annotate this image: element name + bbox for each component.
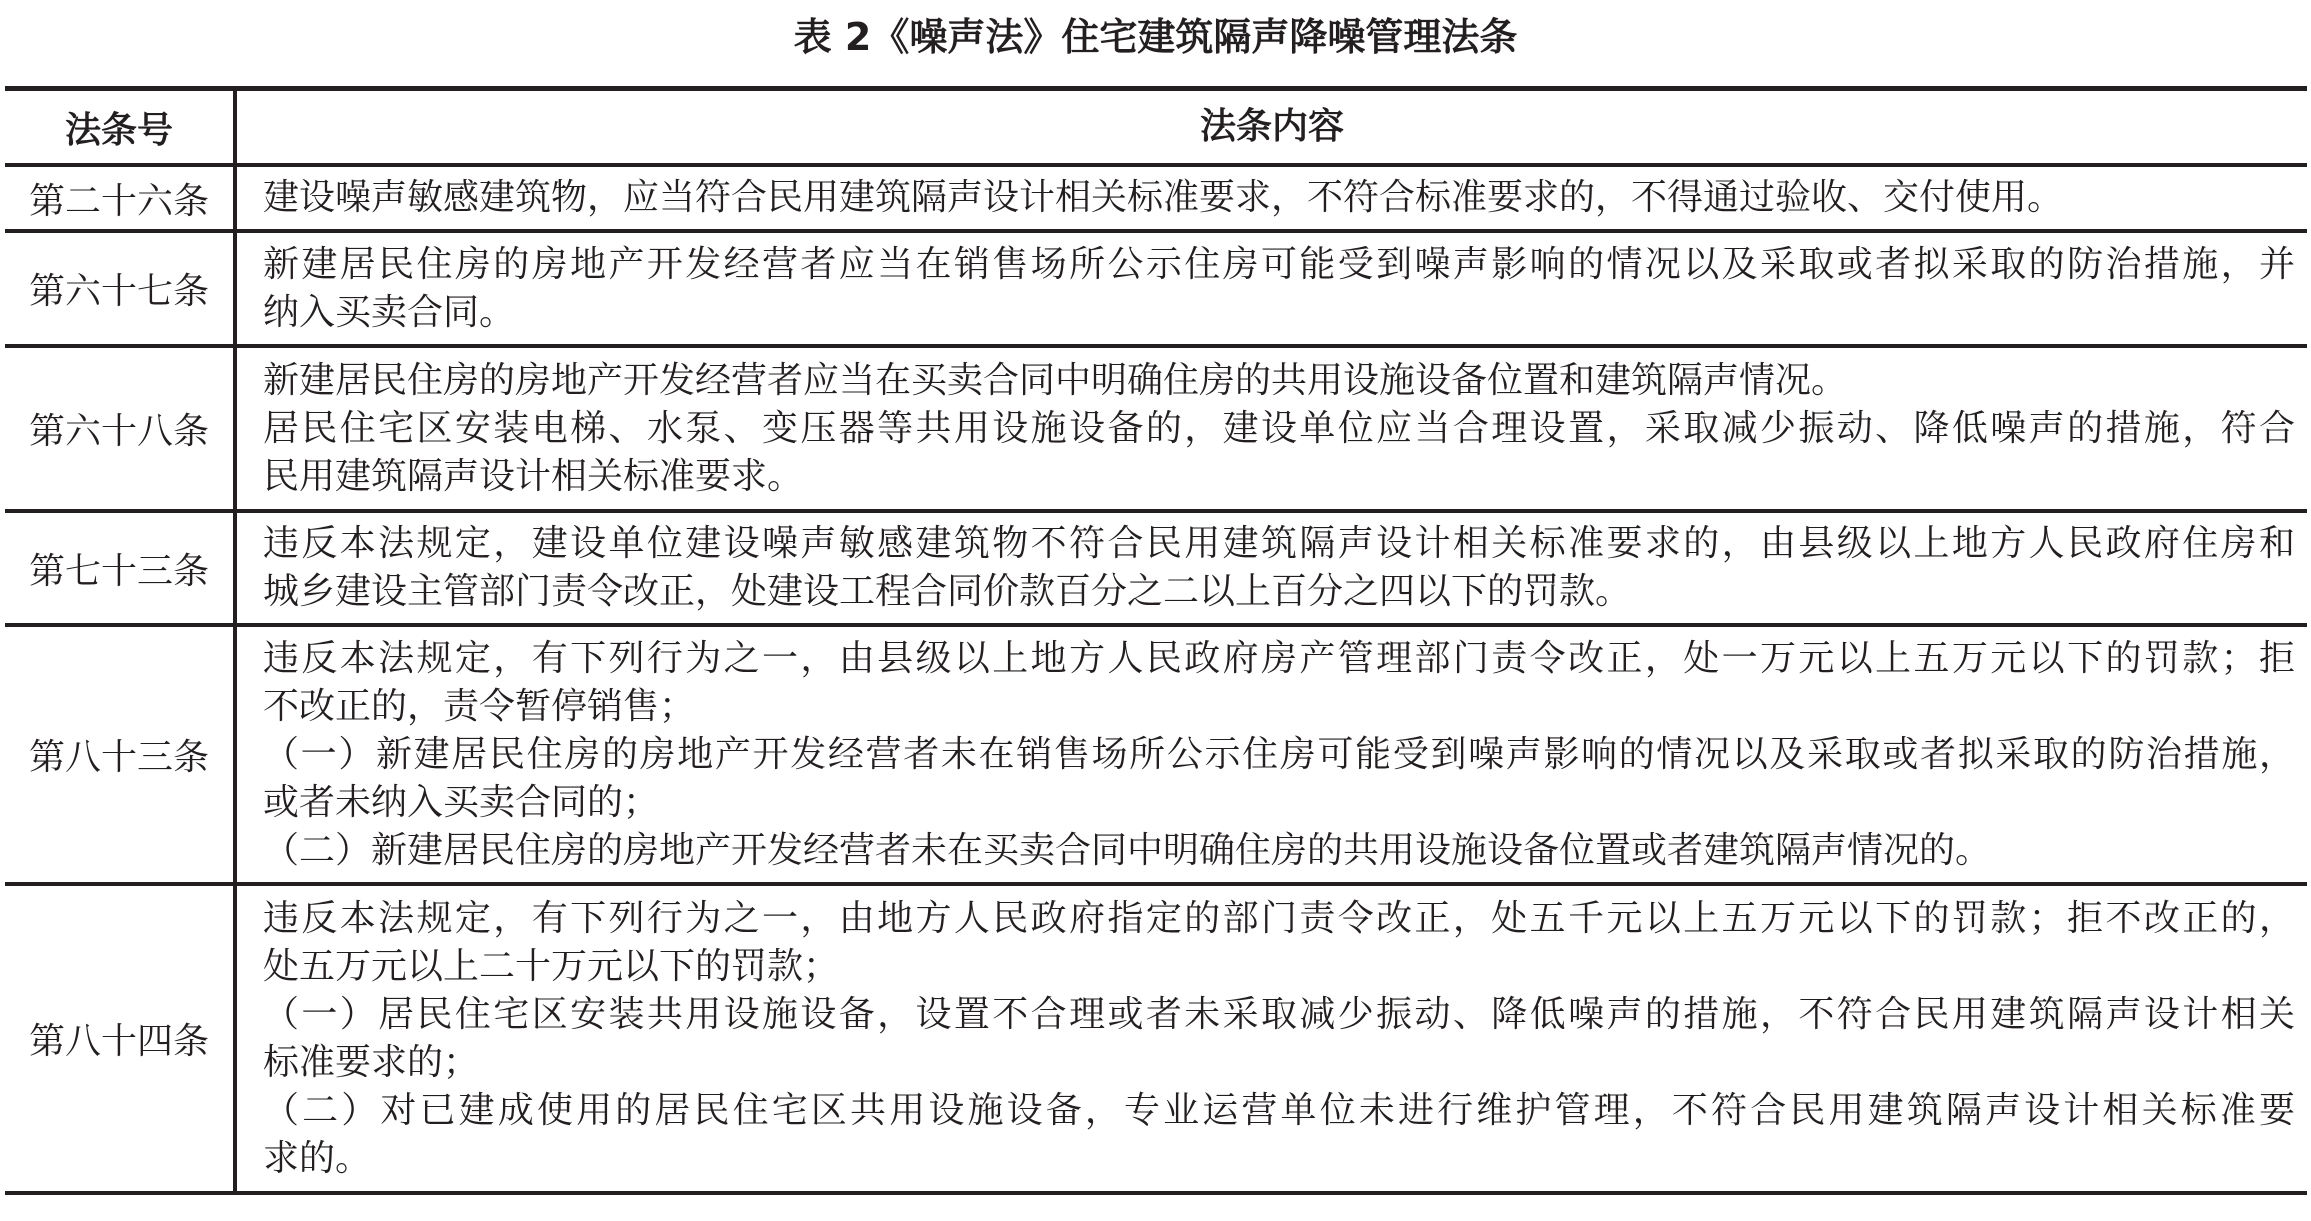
- article-content: [237, 233, 2307, 344]
- table-header-row: [5, 91, 2307, 167]
- table-title: 表 2《噪声法》住宅建筑隔声降噪管理法条: [793, 15, 1518, 59]
- table-row: [5, 348, 2307, 513]
- content-line: 违反本法规定，有下列行为之一，由县级以上地方人民政府房产管理部门责令改正，处一万元以上五万元以下的罚款；拒: [263, 637, 2295, 679]
- content-line: 不改正的，责令暂停销售；: [263, 685, 696, 727]
- content-line: 建设噪声敏感建筑物，应当符合民用建筑隔声设计相关标准要求，不符合标准要求的，不得通过验收、交付使用。: [263, 177, 2064, 218]
- header-article-number: 法条号: [5, 91, 237, 163]
- content-line: 违反本法规定，建设单位建设噪声敏感建筑物不符合民用建筑隔声设计相关标准要求的，由县级以上地方人民政府住房和: [263, 523, 2295, 564]
- content-line: 标准要求的；: [263, 1041, 480, 1083]
- article-content: [237, 886, 2307, 1191]
- article-number: 第七十三条: [5, 513, 237, 623]
- article-content: [237, 167, 2307, 229]
- article-number: 第八十三条: [5, 627, 237, 882]
- content-line: （二）对已建成使用的居民住宅区共用设施设备，专业运营单位未进行维护管理，不符合民用建筑隔声设计相关标准要: [263, 1089, 2295, 1131]
- content-line: （二）新建居民住房的房地产开发经营者未在买卖合同中明确住房的共用设施设备位置或者建筑隔声情况的。: [263, 829, 1992, 871]
- content-line: 居民住宅区安装电梯、水泵、变压器等共用设施设备的，建设单位应当合理设置，采取减少振动、降低噪声的措施，符合: [263, 407, 2295, 449]
- article-number: 第六十八条: [5, 348, 237, 509]
- content-line: 求的。: [263, 1137, 372, 1179]
- article-content: [237, 348, 2307, 509]
- content-line: 或者未纳入买卖合同的；: [263, 781, 660, 823]
- article-number: 第二十六条: [5, 167, 237, 229]
- content-line: 城乡建设主管部门责令改正，处建设工程合同价款百分之二以上百分之四以下的罚款。: [263, 571, 1632, 612]
- article-content: [237, 513, 2307, 623]
- content-line: 纳入买卖合同。: [263, 291, 516, 333]
- law-table: [5, 86, 2307, 1195]
- content-line: 处五万元以上二十万元以下的罚款；: [263, 945, 840, 987]
- article-content: [237, 627, 2307, 882]
- content-line: 民用建筑隔声设计相关标准要求。: [263, 455, 804, 497]
- header-article-content: 法条内容: [1199, 106, 1344, 147]
- table-row: [5, 233, 2307, 348]
- table-row: [5, 886, 2307, 1195]
- content-line: 违反本法规定，有下列行为之一，由地方人民政府指定的部门责令改正，处五千元以上五万元以下的罚款；拒不改正的，: [263, 897, 2295, 939]
- content-line: （一）新建居民住房的房地产开发经营者未在销售场所公示住房可能受到噪声影响的情况以及采取或者拟采取的防治措施，: [263, 733, 2295, 775]
- content-line: 新建居民住房的房地产开发经营者应当在买卖合同中明确住房的共用设施设备位置和建筑隔声情况。: [263, 359, 1848, 401]
- content-line: （一）居民住宅区安装共用设施设备，设置不合理或者未采取减少振动、降低噪声的措施，不符合民用建筑隔声设计相关: [263, 993, 2295, 1035]
- content-line: 新建居民住房的房地产开发经营者应当在销售场所公示住房可能受到噪声影响的情况以及采取或者拟采取的防治措施，并: [263, 243, 2295, 285]
- table-row: [5, 167, 2307, 233]
- article-number: 第六十七条: [5, 233, 237, 344]
- article-number: 第八十四条: [5, 886, 237, 1191]
- table-row: [5, 627, 2307, 886]
- table-row: [5, 513, 2307, 627]
